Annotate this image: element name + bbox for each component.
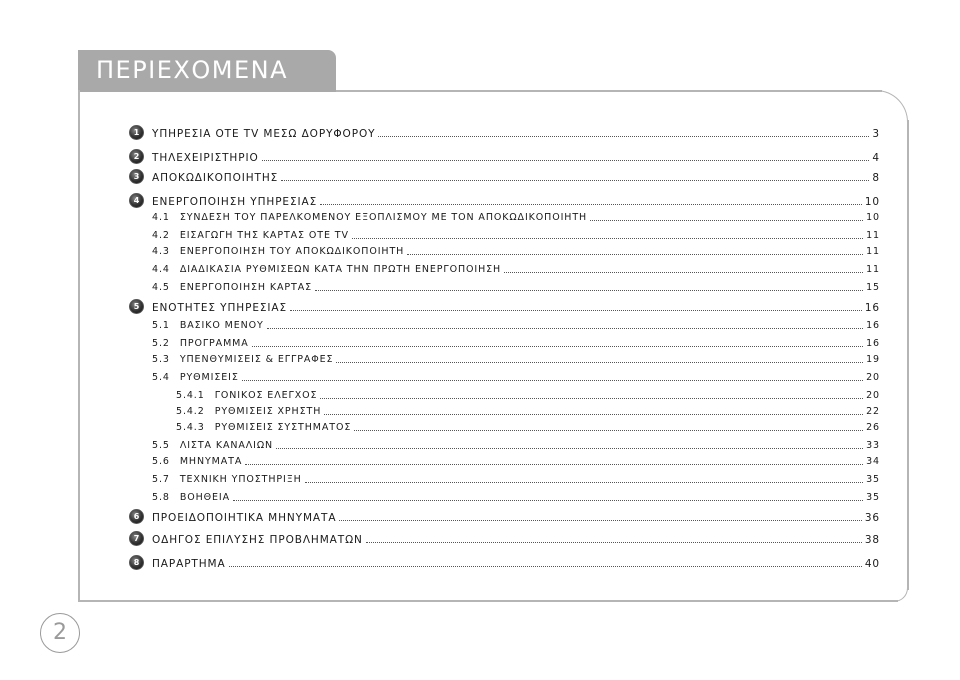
- toc-entry-page: 11: [866, 230, 880, 241]
- toc-entry-label: ΕΝΕΡΓΟΠΟΙΗΣΗ ΥΠΗΡΕΣΙΑΣ: [152, 196, 318, 208]
- toc-entry-label: ΟΔΗΓΟΣ ΕΠΙΛΥΣΗΣ ΠΡΟΒΛΗΜΑΤΩΝ: [152, 534, 363, 546]
- panel-border-bottom-right: [888, 580, 908, 602]
- toc-entry[interactable]: [152, 170, 880, 184]
- toc-entry-page: 20: [866, 372, 880, 383]
- toc-entry-page: 16: [866, 338, 880, 349]
- toc-leader-dots: [267, 327, 863, 329]
- chapter-number-badge: 1: [129, 125, 144, 140]
- toc-entry[interactable]: [176, 388, 880, 402]
- chapter-number-badge: 8: [129, 555, 144, 570]
- toc-leader-dots: [315, 289, 863, 291]
- toc-entry[interactable]: [152, 262, 880, 276]
- toc-entry[interactable]: [176, 404, 880, 418]
- toc-entry-number: 5.1: [152, 320, 170, 331]
- toc-entry-label: ΕΝΕΡΓΟΠΟΙΗΣΗ ΚΑΡΤΑΣ: [179, 282, 313, 293]
- toc-entry-label: ΤΗΛΕΧΕΙΡΙΣΤΗΡΙΟ: [152, 152, 259, 164]
- chapter-number-badge: 6: [129, 509, 144, 524]
- panel-border-bottom: [78, 600, 898, 602]
- toc-leader-dots: [290, 309, 862, 311]
- toc-entry-number: 5.4: [152, 372, 170, 383]
- toc-entry-label: ΒΑΣΙΚΟ ΜΕΝΟΥ: [179, 320, 264, 331]
- toc-entry-label: ΠΡΟΕΙΔΟΠΟΙΗΤΙΚΑ ΜΗΝΥΜΑΤΑ: [152, 512, 337, 524]
- toc-entry[interactable]: [152, 244, 880, 258]
- toc-entry-label: ΥΠΗΡΕΣΙΑ OTE TV ΜΕΣΩ ΔΟΡΥΦΟΡΟΥ: [152, 128, 376, 140]
- toc-entry-number: 5.8: [152, 492, 170, 503]
- toc-entry-number: 5.5: [152, 440, 170, 451]
- toc-leader-dots: [366, 541, 862, 543]
- toc-entry-number: 4.3: [152, 246, 170, 257]
- toc-leader-dots: [339, 519, 861, 521]
- toc-entry[interactable]: [152, 370, 880, 384]
- toc-entry-page: 26: [866, 422, 880, 433]
- toc-entry[interactable]: [176, 420, 880, 434]
- toc-entry[interactable]: [152, 228, 880, 242]
- toc-entry[interactable]: [152, 490, 880, 504]
- toc-entry[interactable]: [152, 126, 880, 140]
- toc-leader-dots: [229, 565, 862, 567]
- toc-entry-page: 34: [866, 456, 880, 467]
- toc-entry[interactable]: [152, 352, 880, 366]
- chapter-number-badge: 7: [129, 531, 144, 546]
- toc-entry[interactable]: [152, 438, 880, 452]
- toc-entry[interactable]: [152, 210, 880, 224]
- toc-entry[interactable]: [152, 510, 880, 524]
- toc-entry-page: 40: [864, 558, 880, 570]
- panel-border-top: [336, 90, 882, 92]
- toc-leader-dots: [262, 159, 870, 161]
- toc-entry[interactable]: [152, 454, 880, 468]
- page-number: 2: [53, 620, 67, 645]
- toc-entry-label: ΕΝΕΡΓΟΠΟΙΗΣΗ ΤΟΥ ΑΠΟΚΩΔΙΚΟΠΟΙΗΤΗ: [179, 246, 405, 257]
- toc-entry-label: ΡΥΘΜΙΣΕΙΣ ΧΡΗΣΤΗ: [214, 406, 322, 417]
- toc-leader-dots: [354, 429, 863, 431]
- toc-entry[interactable]: [152, 472, 880, 486]
- toc-entry-page: 15: [866, 282, 880, 293]
- toc-entry[interactable]: [152, 300, 880, 314]
- toc-leader-dots: [352, 237, 863, 239]
- toc-entry-number: 5.6: [152, 456, 170, 467]
- toc-entry[interactable]: [152, 280, 880, 294]
- page-title: ΠΕΡΙΕΧΟΜΕΝΑ: [96, 56, 288, 84]
- toc-leader-dots: [378, 135, 869, 137]
- toc-entry-page: 10: [864, 196, 880, 208]
- toc-entry-label: ΕΝΟΤΗΤΕΣ ΥΠΗΡΕΣΙΑΣ: [152, 302, 288, 314]
- toc-entry-number: 5.3: [152, 354, 170, 365]
- toc-entry-page: 11: [866, 264, 880, 275]
- toc-entry-page: 20: [866, 390, 880, 401]
- toc-entry[interactable]: [152, 194, 880, 208]
- toc-entry-page: 35: [866, 492, 880, 503]
- toc-entry-label: ΣΥΝΔΕΣΗ ΤΟΥ ΠΑΡΕΛΚΟΜΕΝΟΥ ΕΞΟΠΛΙΣΜΟΥ ΜΕ ΤΟΝ ΑΠΟΚΩΔΙΚΟΠΟΙΗΤΗ: [179, 212, 588, 223]
- toc-entry-page: 4: [872, 152, 880, 164]
- toc-leader-dots: [324, 413, 863, 415]
- toc-entry-page: 19: [866, 354, 880, 365]
- toc-entry-label: ΑΠΟΚΩΔΙΚΟΠΟΙΗΤΗΣ: [152, 172, 279, 184]
- toc-entry-number: 5.4.1: [176, 390, 205, 401]
- toc-entry-page: 16: [864, 302, 880, 314]
- toc-entry-page: 36: [864, 512, 880, 524]
- toc-entry-label: ΛΙΣΤΑ ΚΑΝΑΛΙΩΝ: [179, 440, 274, 451]
- panel-border-left: [78, 90, 80, 600]
- toc-entry-label: ΠΡΟΓΡΑΜΜΑ: [179, 338, 249, 349]
- toc-entry-page: 22: [866, 406, 880, 417]
- chapter-number-badge: 2: [129, 149, 144, 164]
- toc-leader-dots: [504, 271, 863, 273]
- toc-entry-page: 35: [866, 474, 880, 485]
- toc-entry-number: 5.2: [152, 338, 170, 349]
- toc-entry[interactable]: [152, 336, 880, 350]
- toc-leader-dots: [252, 345, 863, 347]
- toc-entry-number: 5.4.2: [176, 406, 205, 417]
- toc-leader-dots: [407, 253, 863, 255]
- toc-entry-number: 5.4.3: [176, 422, 205, 433]
- toc-entry-page: 33: [866, 440, 880, 451]
- toc-leader-dots: [305, 481, 863, 483]
- toc-entry-label: ΕΙΣΑΓΩΓΗ ΤΗΣ ΚΑΡΤΑΣ OTE TV: [179, 230, 349, 241]
- toc-entry-page: 8: [872, 172, 880, 184]
- toc-entry-label: ΡΥΘΜΙΣΕΙΣ ΣΥΣΤΗΜΑΤΟΣ: [214, 422, 352, 433]
- toc-entry-label: ΠΑΡΑΡΤΗΜΑ: [152, 558, 226, 570]
- toc-entry-page: 11: [866, 246, 880, 257]
- toc-leader-dots: [245, 463, 863, 465]
- toc-entry[interactable]: [152, 556, 880, 570]
- toc-leader-dots: [320, 203, 862, 205]
- panel-border-right: [907, 120, 909, 590]
- toc-entry-number: 4.1: [152, 212, 170, 223]
- toc-entry-label: ΜΗΝΥΜΑΤΑ: [179, 456, 243, 467]
- toc-entry-page: 3: [872, 128, 880, 140]
- toc-entry-label: ΒΟΗΘΕΙΑ: [179, 492, 231, 503]
- toc-entry[interactable]: [152, 150, 880, 164]
- toc-entry-label: ΡΥΘΜΙΣΕΙΣ: [179, 372, 239, 383]
- chapter-number-badge: 5: [129, 299, 144, 314]
- toc-leader-dots: [281, 179, 869, 181]
- toc-entry-number: 4.5: [152, 282, 170, 293]
- toc-entry-page: 16: [866, 320, 880, 331]
- toc-leader-dots: [336, 361, 863, 363]
- toc-entry-label: ΥΠΕΝΘΥΜΙΣΕΙΣ & ΕΓΓΡΑΦΕΣ: [179, 354, 334, 365]
- toc-entry-label: ΤΕΧΝΙΚΗ ΥΠΟΣΤΗΡΙΞΗ: [179, 474, 302, 485]
- toc-entry-page: 10: [866, 212, 880, 223]
- chapter-number-badge: 3: [129, 169, 144, 184]
- toc-leader-dots: [242, 379, 863, 381]
- toc-leader-dots: [233, 499, 863, 501]
- toc-entry-page: 38: [864, 534, 880, 546]
- toc-leader-dots: [276, 447, 863, 449]
- toc-leader-dots: [590, 219, 863, 221]
- toc-entry-number: 5.7: [152, 474, 170, 485]
- toc-entry[interactable]: [152, 532, 880, 546]
- toc-entry-number: 4.2: [152, 230, 170, 241]
- toc-entry-number: 4.4: [152, 264, 170, 275]
- chapter-number-badge: 4: [129, 193, 144, 208]
- toc-leader-dots: [320, 397, 863, 399]
- toc-entry[interactable]: [152, 318, 880, 332]
- toc-entry-label: ΓΟΝΙΚΟΣ ΕΛΕΓΧΟΣ: [214, 390, 318, 401]
- toc-entry-label: ΔΙΑΔΙΚΑΣΙΑ ΡΥΘΜΙΣΕΩΝ ΚΑΤΑ ΤΗΝ ΠΡΩΤΗ ΕΝΕΡΓΟΠΟΙΗΣΗ: [179, 264, 502, 275]
